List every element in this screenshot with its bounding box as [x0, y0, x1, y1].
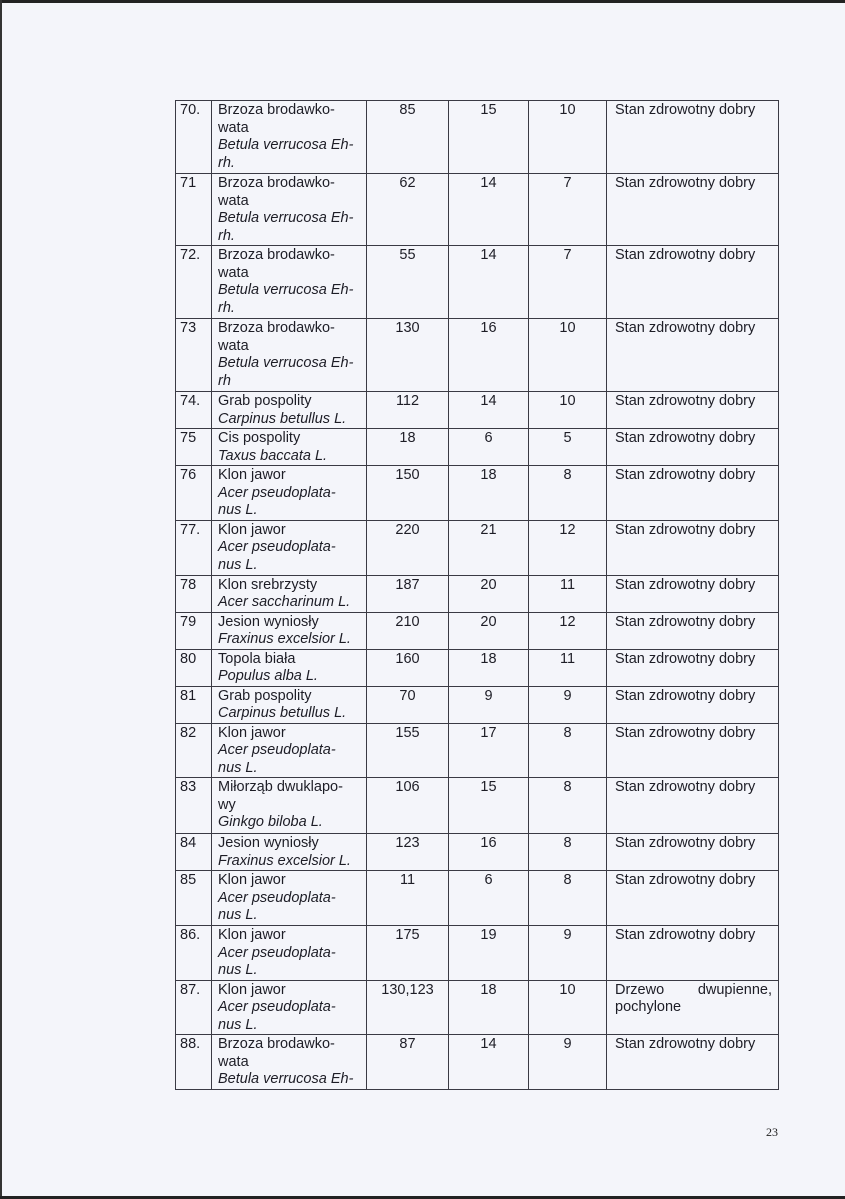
value-col-3: 9: [529, 1035, 607, 1090]
latin-name: Betula verrucosa Eh-: [218, 282, 354, 298]
table-row: [176, 466, 779, 521]
table-row: [176, 612, 779, 649]
row-number: 73: [176, 319, 212, 392]
common-name: Brzoza brodawko-: [218, 320, 335, 336]
common-name: Brzoza brodawko-: [218, 102, 335, 118]
row-number: 86.: [176, 926, 212, 981]
table-row: [176, 520, 779, 575]
condition-word: dwupienne,: [697, 981, 772, 998]
latin-name: Taxus baccata L.: [218, 447, 328, 464]
condition-cell: Stan zdrowotny dobry: [607, 520, 779, 575]
latin-name: Populus alba L.: [218, 668, 318, 684]
latin-name: Acer pseudoplata-: [218, 742, 336, 758]
value-col-3: 9: [529, 926, 607, 981]
table-row: [176, 980, 779, 1035]
condition-cell: Stan zdrowotny dobry: [607, 926, 779, 981]
row-number: 83: [176, 778, 212, 834]
page-top-edge: [0, 0, 845, 3]
row-number: 82: [176, 723, 212, 778]
species-name-cell: [212, 723, 367, 778]
table-row: [176, 246, 779, 319]
latin-name: Acer pseudoplata-: [218, 999, 336, 1015]
value-col-3: 11: [529, 575, 607, 612]
condition-cell: Stan zdrowotny dobry: [607, 871, 779, 926]
condition-cell: Stan zdrowotny dobry: [607, 246, 779, 319]
value-col-3: 8: [529, 723, 607, 778]
species-name-cell: [212, 778, 367, 834]
value-col-1: 210: [367, 612, 449, 649]
latin-name: Fraxinus excelsior L.: [218, 631, 351, 647]
common-name-continued: wata: [218, 264, 249, 281]
common-name: Cis pospolity: [218, 430, 301, 446]
value-col-2: 14: [449, 246, 529, 319]
value-col-3: 10: [529, 319, 607, 392]
table-row: [176, 392, 779, 429]
common-name: Brzoza brodawko-: [218, 1036, 335, 1052]
species-name-cell: [212, 392, 367, 429]
value-col-1: 106: [367, 778, 449, 834]
common-name-continued: wata: [218, 1053, 249, 1070]
common-name: Klon jawor: [218, 521, 286, 538]
latin-name: Carpinus betullus L.: [218, 705, 347, 721]
row-number: 75: [176, 429, 212, 466]
species-name-cell: [212, 466, 367, 521]
common-name: Klon jawor: [218, 467, 286, 483]
row-number: 71: [176, 174, 212, 246]
common-name-continued: wata: [218, 337, 249, 354]
table-row: [176, 101, 779, 174]
common-name: Jesion wyniosły: [218, 835, 319, 851]
latin-name: Ginkgo biloba L.: [218, 814, 323, 830]
value-col-2: 17: [449, 723, 529, 778]
latin-name: Acer pseudoplata-: [218, 484, 336, 501]
value-col-1: 87: [367, 1035, 449, 1090]
value-col-2: 20: [449, 612, 529, 649]
condition-cell: Stan zdrowotny dobry: [607, 1035, 779, 1090]
latin-name-continued: rh.: [218, 227, 235, 244]
value-col-2: 14: [449, 174, 529, 246]
species-name-cell: [212, 174, 367, 246]
value-col-2: 19: [449, 926, 529, 981]
value-col-3: 5: [529, 429, 607, 466]
species-name-cell: [212, 575, 367, 612]
condition-cell: Stan zdrowotny dobry: [607, 649, 779, 686]
value-col-3: 8: [529, 871, 607, 926]
row-number: 79: [176, 612, 212, 649]
tree-inventory-table: [175, 100, 779, 1090]
value-col-1: 11: [367, 871, 449, 926]
value-col-2: 9: [449, 686, 529, 723]
condition-cell: [607, 980, 779, 1035]
species-name-cell: [212, 926, 367, 981]
species-name-cell: [212, 101, 367, 174]
species-name-cell: [212, 246, 367, 319]
latin-name: Betula verrucosa Eh-: [218, 1071, 354, 1087]
common-name: Grab pospolity: [218, 393, 312, 409]
table-row: [176, 1035, 779, 1090]
latin-name-continued: nus L.: [218, 907, 258, 923]
species-name-cell: [212, 520, 367, 575]
species-name-cell: [212, 686, 367, 723]
species-name-cell: [212, 871, 367, 926]
value-col-1: 112: [367, 392, 449, 429]
condition-line: pochylone: [615, 999, 682, 1015]
table-row: [176, 723, 779, 778]
value-col-1: 123: [367, 834, 449, 871]
condition-cell: Stan zdrowotny dobry: [607, 319, 779, 392]
value-col-2: 20: [449, 575, 529, 612]
latin-name-continued: nus L.: [218, 962, 258, 978]
value-col-1: 220: [367, 520, 449, 575]
condition-cell: Stan zdrowotny dobry: [607, 174, 779, 246]
latin-name-continued: rh.: [218, 154, 235, 171]
value-col-2: 18: [449, 980, 529, 1035]
condition-cell: Stan zdrowotny dobry: [607, 612, 779, 649]
value-col-2: 16: [449, 834, 529, 871]
table-row: [176, 834, 779, 871]
common-name: Klon jawor: [218, 872, 286, 888]
row-number: 80: [176, 649, 212, 686]
latin-name-continued: nus L.: [218, 759, 258, 776]
latin-name-continued: rh: [218, 372, 231, 389]
value-col-2: 16: [449, 319, 529, 392]
latin-name: Betula verrucosa Eh-: [218, 137, 354, 153]
value-col-3: 10: [529, 392, 607, 429]
row-number: 78: [176, 575, 212, 612]
latin-name: Fraxinus excelsior L.: [218, 852, 351, 869]
species-name-cell: [212, 612, 367, 649]
table-row: [176, 319, 779, 392]
value-col-1: 175: [367, 926, 449, 981]
condition-cell: Stan zdrowotny dobry: [607, 686, 779, 723]
value-col-1: 187: [367, 575, 449, 612]
value-col-1: 130: [367, 319, 449, 392]
table-row: [176, 649, 779, 686]
common-name: Klon jawor: [218, 927, 286, 943]
value-col-2: 14: [449, 1035, 529, 1090]
page-number: 23: [766, 1125, 778, 1139]
value-col-1: 155: [367, 723, 449, 778]
value-col-3: 8: [529, 466, 607, 521]
value-col-2: 14: [449, 392, 529, 429]
species-name-cell: [212, 1035, 367, 1090]
value-col-2: 18: [449, 649, 529, 686]
row-number: 84: [176, 834, 212, 871]
condition-cell: Stan zdrowotny dobry: [607, 429, 779, 466]
table-row: [176, 871, 779, 926]
value-col-3: 10: [529, 101, 607, 174]
species-name-cell: [212, 834, 367, 871]
condition-cell: Stan zdrowotny dobry: [607, 723, 779, 778]
table-row: [176, 926, 779, 981]
row-number: 74.: [176, 392, 212, 429]
latin-name-continued: nus L.: [218, 502, 258, 518]
common-name-continued: wy: [218, 796, 236, 813]
common-name: Topola biała: [218, 650, 296, 667]
value-col-1: 62: [367, 174, 449, 246]
value-col-1: 130,123: [367, 980, 449, 1035]
row-number: 72.: [176, 246, 212, 319]
latin-name: Betula verrucosa Eh-: [218, 210, 354, 226]
row-number: 81: [176, 686, 212, 723]
table-row: [176, 174, 779, 246]
common-name-continued: wata: [218, 119, 249, 136]
common-name: Klon jawor: [218, 981, 286, 998]
value-col-3: 10: [529, 980, 607, 1035]
value-col-2: 18: [449, 466, 529, 521]
condition-cell: Stan zdrowotny dobry: [607, 834, 779, 871]
species-name-cell: [212, 980, 367, 1035]
latin-name: Acer pseudoplata-: [218, 944, 336, 961]
latin-name: Acer pseudoplata-: [218, 539, 336, 555]
value-col-1: 70: [367, 686, 449, 723]
value-col-2: 21: [449, 520, 529, 575]
value-col-3: 7: [529, 174, 607, 246]
row-number: 87.: [176, 980, 212, 1035]
latin-name: Acer pseudoplata-: [218, 889, 336, 906]
latin-name-continued: rh.: [218, 299, 235, 316]
value-col-3: 11: [529, 649, 607, 686]
latin-name: Betula verrucosa Eh-: [218, 355, 354, 371]
row-number: 70.: [176, 101, 212, 174]
value-col-2: 6: [449, 871, 529, 926]
latin-name-continued: nus L.: [218, 1016, 258, 1033]
row-number: 88.: [176, 1035, 212, 1090]
value-col-3: 8: [529, 834, 607, 871]
latin-name: Acer saccharinum L.: [218, 594, 351, 610]
value-col-1: 18: [367, 429, 449, 466]
table-row: [176, 429, 779, 466]
latin-name: Carpinus betullus L.: [218, 410, 347, 427]
condition-cell: Stan zdrowotny dobry: [607, 392, 779, 429]
value-col-3: 12: [529, 612, 607, 649]
condition-word: Drzewo: [615, 981, 665, 998]
value-col-1: 55: [367, 246, 449, 319]
table-row: [176, 575, 779, 612]
value-col-2: 15: [449, 101, 529, 174]
value-col-3: 7: [529, 246, 607, 319]
condition-cell: Stan zdrowotny dobry: [607, 466, 779, 521]
latin-name-continued: nus L.: [218, 556, 258, 573]
common-name-continued: wata: [218, 192, 249, 209]
species-name-cell: [212, 649, 367, 686]
common-name: Brzoza brodawko-: [218, 175, 335, 191]
value-col-3: 12: [529, 520, 607, 575]
common-name: Brzoza brodawko-: [218, 247, 335, 263]
value-col-3: 8: [529, 778, 607, 834]
row-number: 85: [176, 871, 212, 926]
common-name: Klon srebrzysty: [218, 576, 318, 593]
value-col-3: 9: [529, 686, 607, 723]
species-name-cell: [212, 429, 367, 466]
value-col-2: 6: [449, 429, 529, 466]
value-col-1: 85: [367, 101, 449, 174]
condition-line: [615, 982, 772, 1000]
common-name: Jesion wyniosły: [218, 613, 319, 630]
table-row: [176, 686, 779, 723]
condition-cell: Stan zdrowotny dobry: [607, 575, 779, 612]
value-col-1: 160: [367, 649, 449, 686]
species-name-cell: [212, 319, 367, 392]
table-row: [176, 778, 779, 834]
row-number: 76: [176, 466, 212, 521]
value-col-1: 150: [367, 466, 449, 521]
common-name: Grab pospolity: [218, 687, 312, 704]
condition-cell: Stan zdrowotny dobry: [607, 778, 779, 834]
common-name: Miłorząb dwuklapo-: [218, 779, 343, 795]
condition-cell: Stan zdrowotny dobry: [607, 101, 779, 174]
value-col-2: 15: [449, 778, 529, 834]
page-left-edge: [0, 0, 2, 1199]
row-number: 77.: [176, 520, 212, 575]
common-name: Klon jawor: [218, 724, 286, 741]
